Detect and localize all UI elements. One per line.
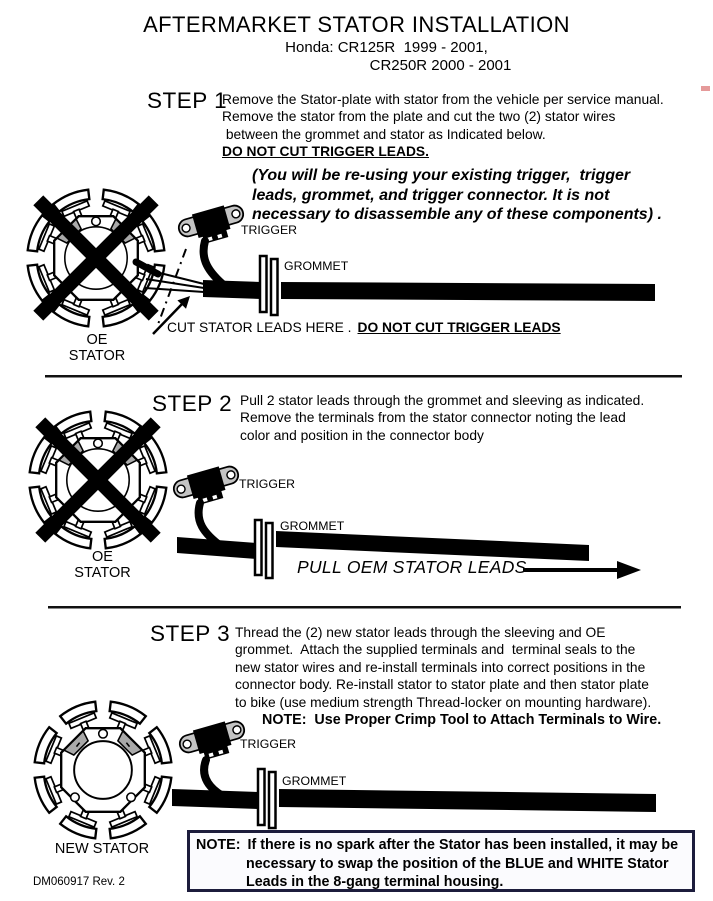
oe-stator-label — [60, 549, 145, 581]
step1-reuse-note — [252, 166, 662, 225]
grommet-icon — [266, 523, 273, 578]
step1-body — [222, 91, 664, 161]
new-stator-label: NEW STATOR — [54, 841, 150, 857]
section-divider — [48, 606, 681, 609]
grommet-icon — [269, 772, 276, 828]
harness-left — [177, 537, 256, 559]
step2-heading: STEP 2 — [152, 391, 233, 416]
trigger-wire — [204, 241, 226, 287]
harness-left — [172, 789, 259, 809]
warning-text: If there is no spark after the Stator has been installed, it may be — [247, 837, 679, 853]
oe-stator-label-line: OE — [86, 332, 108, 348]
no-spark-warning-box — [187, 830, 695, 892]
step1-heading: STEP 1 — [147, 88, 228, 113]
crimp-tool-note: NOTE: Use Proper Crimp Tool to Attach Terminals to Wire. — [262, 712, 662, 728]
oe-stator-icon — [27, 409, 169, 551]
trigger-icon — [176, 201, 248, 250]
step3-heading: STEP 3 — [150, 621, 231, 646]
step2-body — [240, 392, 644, 444]
document-number: DM060917 Rev. 2 — [33, 876, 125, 888]
oe-stator-label-line: OE — [92, 549, 113, 565]
cut-annotation-text: CUT STATOR LEADS HERE . — [167, 320, 352, 335]
step3-body — [235, 624, 651, 711]
step3-body-line: grommet. Attach the supplied terminals and terminal seals to the — [235, 642, 636, 658]
warning-line: Leads in the 8-gang terminal housing. — [246, 874, 504, 891]
trigger-label: TRIGGER — [240, 737, 297, 751]
pull-leads-label: PULL OEM STATOR LEADS — [297, 557, 527, 577]
grommet-icon — [255, 520, 262, 575]
warning-line: necessary to swap the position of the BLUE and WHITE Stator — [246, 855, 669, 872]
step2-body-line: Remove the terminals from the stator connector noting the lead — [240, 410, 626, 426]
step1-reuse-note-line: (You will be re-using your existing trigger, trigger — [252, 167, 631, 184]
grommet-icon — [271, 259, 278, 315]
step1-reuse-note-line: necessary to disassemble any of these components) . — [252, 206, 662, 224]
grommet-icon — [260, 256, 267, 312]
oe-stator-label — [57, 332, 137, 364]
warning-line — [196, 836, 692, 855]
harness-right — [281, 282, 655, 301]
step3-body-line: connector body. Re-install stator to stator plate and then stator plate — [235, 677, 649, 693]
oe-stator-label-line: STATOR — [74, 565, 131, 582]
warning-prefix: NOTE: — [196, 837, 241, 853]
page-subtitle-models-2: CR250R 2000 - 2001 — [369, 57, 512, 74]
page-subtitle-models: Honda: CR125R 1999 - 2001, — [285, 39, 488, 56]
harness-left — [203, 280, 261, 299]
cut-annotation — [167, 320, 561, 335]
grommet-label: GROMMET — [284, 259, 349, 273]
step2-body-line: color and position in the connector body — [240, 427, 484, 443]
section-divider — [45, 375, 682, 378]
edge-artifact — [701, 86, 710, 91]
trigger-icon — [171, 462, 243, 511]
harness-right — [279, 789, 656, 812]
trigger-icon — [177, 717, 249, 766]
oe-stator-icon — [25, 187, 167, 329]
grommet-label: GROMMET — [280, 519, 345, 533]
step1-reuse-note-line: leads, grommet, and trigger connector. It is not — [252, 186, 610, 204]
grommet-icon — [258, 769, 265, 825]
page-title: AFTERMARKET STATOR INSTALLATION — [143, 12, 570, 37]
oe-stator-label-line: STATOR — [68, 348, 126, 365]
step1-body-line: Remove the Stator-plate with stator from the vehicle per service manual. — [222, 92, 664, 107]
pull-arrow-head — [617, 561, 641, 579]
trigger-label: TRIGGER — [241, 223, 298, 237]
step1-body-line: Remove the stator from the plate and cut the two (2) stator wires — [222, 109, 616, 125]
cut-annotation-warning: DO NOT CUT TRIGGER LEADS — [357, 320, 561, 335]
step1-body-line: between the grommet and stator as Indicated below. — [222, 126, 546, 142]
step1-warning: DO NOT CUT TRIGGER LEADS. — [222, 144, 429, 160]
new-stator-icon — [32, 699, 174, 841]
trigger-label: TRIGGER — [239, 477, 296, 491]
step3-body-line: new stator wires and re-install terminals into correct positions in the — [235, 659, 646, 675]
step3-body-line: Thread the (2) new stator leads through the sleeving and OE — [235, 625, 606, 640]
step3-body-line: to bike (use medium strength Thread-locker on mounting hardware). — [235, 694, 652, 710]
step2-body-line: Pull 2 stator leads through the grommet and sleeving as indicated. — [240, 393, 645, 408]
grommet-label: GROMMET — [282, 774, 347, 788]
